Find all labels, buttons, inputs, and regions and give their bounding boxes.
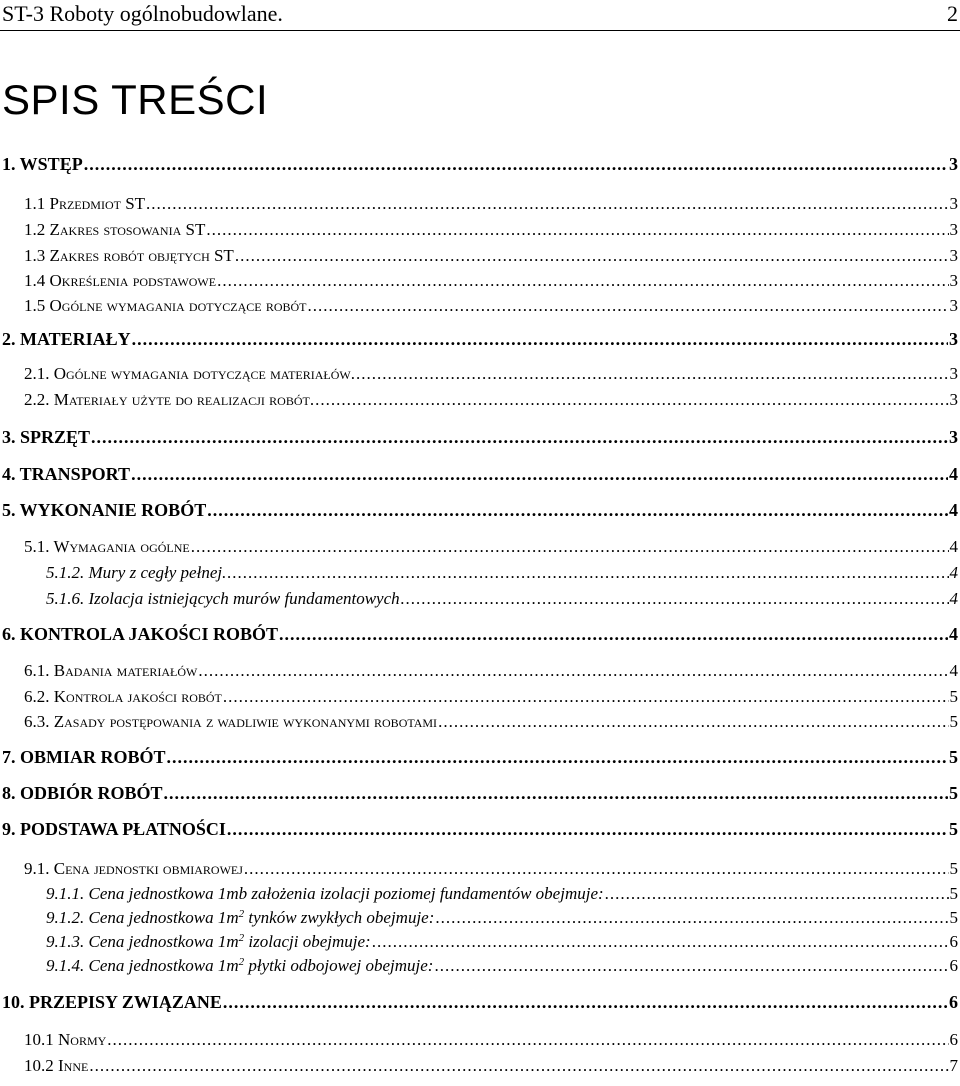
dot-leader — [191, 536, 949, 558]
toc-entry[interactable] — [24, 193, 958, 215]
dot-leader — [244, 858, 949, 880]
document-title: ST-3 Roboty ogólnobudowlane. — [2, 1, 283, 26]
toc-entry-page: 4 — [949, 624, 958, 644]
toc-entry-page: 5 — [949, 908, 958, 927]
toc-entry[interactable] — [2, 746, 958, 768]
dot-leader — [132, 328, 948, 350]
dot-leader — [605, 883, 949, 905]
toc-entry[interactable] — [46, 955, 958, 977]
toc-entry-label: 6.1. Badania materiałów — [24, 661, 198, 680]
toc-entry-page: 4 — [949, 563, 958, 582]
dot-leader — [356, 363, 949, 385]
dot-leader — [217, 270, 948, 292]
toc-entry-page: 3 — [949, 296, 958, 315]
toc-entry-label: 1.2 Zakres stosowania ST — [24, 220, 206, 239]
toc-entry-label: 4. TRANSPORT — [2, 464, 131, 484]
dot-leader — [223, 991, 948, 1013]
toc-entry-page: 3 — [949, 427, 958, 447]
toc-entry-page: 4 — [949, 537, 958, 556]
toc-entry-label: 6. KONTROLA JAKOŚCI ROBÓT — [2, 624, 279, 644]
toc-entry-label: 2.1. Ogólne wymagania dotyczące materiałów. — [24, 364, 355, 383]
toc-entry-page: 4 — [949, 589, 958, 608]
dot-leader — [167, 746, 948, 768]
toc-entry[interactable] — [24, 711, 958, 733]
toc-entry-label: 1. WSTĘP — [2, 154, 83, 174]
toc-entry-page: 5 — [949, 859, 958, 878]
toc-entry-page: 7 — [949, 1056, 958, 1075]
dot-leader — [146, 193, 948, 215]
dot-leader — [227, 818, 948, 840]
toc-entry-page: 3 — [949, 246, 958, 265]
dot-leader — [308, 295, 949, 317]
toc-entry-label: 1.1 Przedmiot ST — [24, 194, 146, 213]
toc-entry[interactable] — [46, 907, 958, 929]
toc-entry-label: 10.2 Inne — [24, 1056, 89, 1075]
toc-entry[interactable] — [24, 389, 958, 411]
toc-entry[interactable] — [2, 991, 958, 1013]
dot-leader — [164, 782, 948, 804]
toc-entry-label: 9. PODSTAWA PŁATNOŚCI — [2, 819, 226, 839]
dot-leader — [279, 623, 948, 645]
dot-leader — [227, 562, 948, 584]
toc-entry[interactable] — [2, 818, 958, 840]
toc-entry-label: 3. SPRZĘT — [2, 427, 91, 447]
toc-entry[interactable] — [24, 219, 958, 241]
toc-entry[interactable] — [46, 931, 958, 953]
toc-entry[interactable] — [2, 782, 958, 804]
toc-entry-label: 5.1. Wymagania ogólne — [24, 537, 190, 556]
toc-entry[interactable] — [24, 858, 958, 880]
toc-entry-page: 3 — [949, 329, 958, 349]
toc-entry-page: 3 — [949, 154, 958, 174]
toc-entry-page: 5 — [949, 819, 958, 839]
dot-leader — [91, 426, 948, 448]
toc-entry-label: 10. PRZEPISY ZWIĄZANE — [2, 992, 222, 1012]
toc-heading: SPIS TREŚCI — [2, 76, 269, 123]
toc-entry[interactable] — [24, 1029, 958, 1051]
dot-leader — [434, 955, 948, 977]
dot-leader — [198, 660, 948, 682]
toc-entry[interactable] — [24, 363, 958, 385]
toc-entry[interactable] — [24, 660, 958, 682]
toc-entry-page: 5 — [949, 884, 958, 903]
toc-entry[interactable] — [2, 153, 958, 175]
page-header — [0, 0, 960, 31]
toc-entry-label: 6.3. Zasady postępowania z wadliwie wykonanymi robotami — [24, 712, 438, 731]
toc-entry-label: 1.4 Określenia podstawowe — [24, 271, 217, 290]
toc-entry[interactable] — [2, 426, 958, 448]
toc-entry-page: 5 — [949, 712, 958, 731]
dot-leader — [223, 686, 949, 708]
toc-entry-label: 2.2. Materiały użyte do realizacji robót. — [24, 390, 315, 409]
toc-entry-label: 9.1.2. Cena jednostkowa $1m^2$ tynków zwykłych obejmuje: — [46, 908, 435, 927]
toc-entry[interactable] — [46, 562, 958, 584]
toc-entry-page: 3 — [949, 194, 958, 213]
toc-entry-label: 9.1.4. Cena jednostkowa $1m^2$ płytki odbojowej obejmuje: — [46, 956, 434, 975]
dot-leader — [206, 219, 948, 241]
dot-leader — [89, 1055, 948, 1077]
toc-entry-label: 5. WYKONANIE ROBÓT — [2, 500, 207, 520]
toc-entry-label: 9.1.3. Cena jednostkowa $1m^2$ izolacji obejmuje: — [46, 932, 371, 951]
toc-entry-page: 5 — [949, 783, 958, 803]
toc-entry[interactable] — [2, 623, 958, 645]
toc-entry-label: 8. ODBIÓR ROBÓT — [2, 783, 163, 803]
dot-leader — [107, 1029, 948, 1051]
dot-leader — [235, 245, 949, 267]
dot-leader — [372, 931, 949, 953]
toc-entry[interactable] — [46, 883, 958, 905]
toc-entry-page: 6 — [949, 992, 958, 1012]
dot-leader — [438, 711, 948, 733]
toc-entry-page: 3 — [949, 364, 958, 383]
toc-entry-label: 5.1.6. Izolacja istniejących murów fundamentowych — [46, 589, 400, 608]
toc-entry[interactable] — [2, 328, 958, 350]
dot-leader — [131, 463, 948, 485]
toc-entry-label: 10.1 Normy — [24, 1030, 107, 1049]
toc-entry[interactable] — [24, 1055, 958, 1077]
toc-entry[interactable] — [24, 295, 958, 317]
toc-entry-page: 6 — [949, 932, 958, 951]
toc-entry-page: 5 — [949, 747, 958, 767]
toc-entry-label: 7. OBMIAR ROBÓT — [2, 747, 166, 767]
toc-entry[interactable] — [24, 245, 958, 267]
toc-entry[interactable] — [2, 463, 958, 485]
toc-entry-label: 9.1.1. Cena jednostkowa 1mb założenia izolacji poziomej fundamentów obejmuje: — [46, 884, 604, 903]
toc-entry-page: 4 — [949, 661, 958, 680]
toc-entry[interactable] — [24, 686, 958, 708]
toc-entry-label: 9.1. Cena jednostki obmiarowej — [24, 859, 243, 878]
toc-entry-page: 5 — [949, 687, 958, 706]
toc-entry-page: 6 — [949, 956, 958, 975]
toc-entry-page: 6 — [949, 1030, 958, 1049]
dot-leader — [401, 588, 949, 610]
toc-entry-label: 1.3 Zakres robót objętych ST — [24, 246, 234, 265]
toc-entry-label: 5.1.2. Mury z cegły pełnej. — [46, 563, 227, 582]
dot-leader — [435, 907, 948, 929]
toc-entry-page: 3 — [949, 220, 958, 239]
toc-entry-label: 6.2. Kontrola jakości robót — [24, 687, 222, 706]
toc-entry[interactable] — [2, 499, 958, 521]
page-number: 2 — [947, 1, 958, 26]
toc-entry[interactable] — [24, 536, 958, 558]
toc-entry-page: 3 — [949, 390, 958, 409]
toc-entry[interactable] — [24, 270, 958, 292]
toc-entry-page: 4 — [949, 464, 958, 484]
toc-entry[interactable] — [46, 588, 958, 610]
dot-leader — [84, 153, 948, 175]
toc-entry-label: 2. MATERIAŁY — [2, 329, 131, 349]
toc-entry-page: 4 — [949, 500, 958, 520]
toc-entry-page: 3 — [949, 271, 958, 290]
toc-entry-label: 1.5 Ogólne wymagania dotyczące robót — [24, 296, 307, 315]
dot-leader — [207, 499, 948, 521]
dot-leader — [315, 389, 948, 411]
